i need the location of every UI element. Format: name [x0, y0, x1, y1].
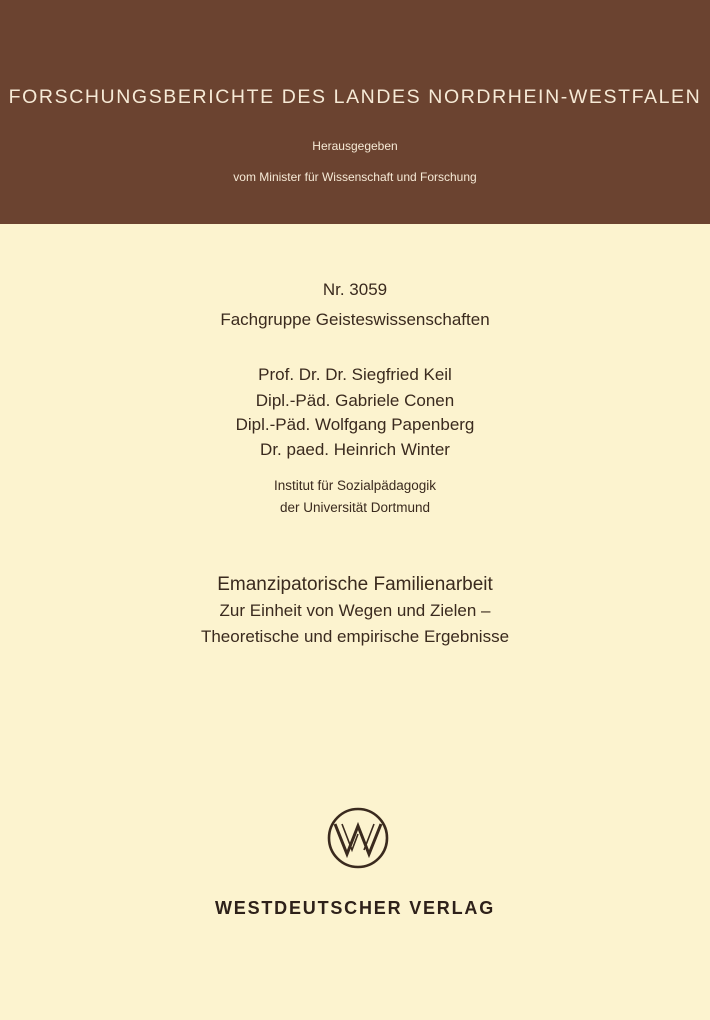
report-number: Nr. 3059	[322, 280, 388, 299]
institute-line-1: Institut für Sozialpädagogik	[273, 478, 437, 493]
book-title: Emanzipatorische Familienarbeit	[217, 574, 493, 595]
series-title: FORSCHUNGSBERICHTE DES LANDES NORDRHEIN-WESTFALEN	[8, 86, 702, 108]
editor-line-1: Herausgegeben	[312, 139, 398, 153]
author-3: Dipl.-Päd. Wolfgang Papenberg	[235, 415, 475, 434]
author-1: Prof. Dr. Dr. Siegfried Keil	[258, 365, 452, 384]
editor-line-2: vom Minister für Wissenschaft und Forschung	[233, 170, 477, 184]
institute-line-2: der Universität Dortmund	[279, 500, 431, 515]
subtitle-line-2: Theoretische und empirische Ergebnisse	[200, 627, 510, 646]
series-header-band	[0, 0, 710, 224]
author-4: Dr. paed. Heinrich Winter	[260, 440, 450, 459]
subtitle-line-1: Zur Einheit von Wegen und Zielen –	[219, 601, 491, 620]
wv-logo-icon	[326, 806, 390, 870]
author-2: Dipl.-Päd. Gabriele Conen	[255, 391, 455, 410]
subject-group: Fachgruppe Geisteswissenschaften	[220, 310, 490, 329]
publisher-name: WESTDEUTSCHER VERLAG	[214, 898, 495, 918]
